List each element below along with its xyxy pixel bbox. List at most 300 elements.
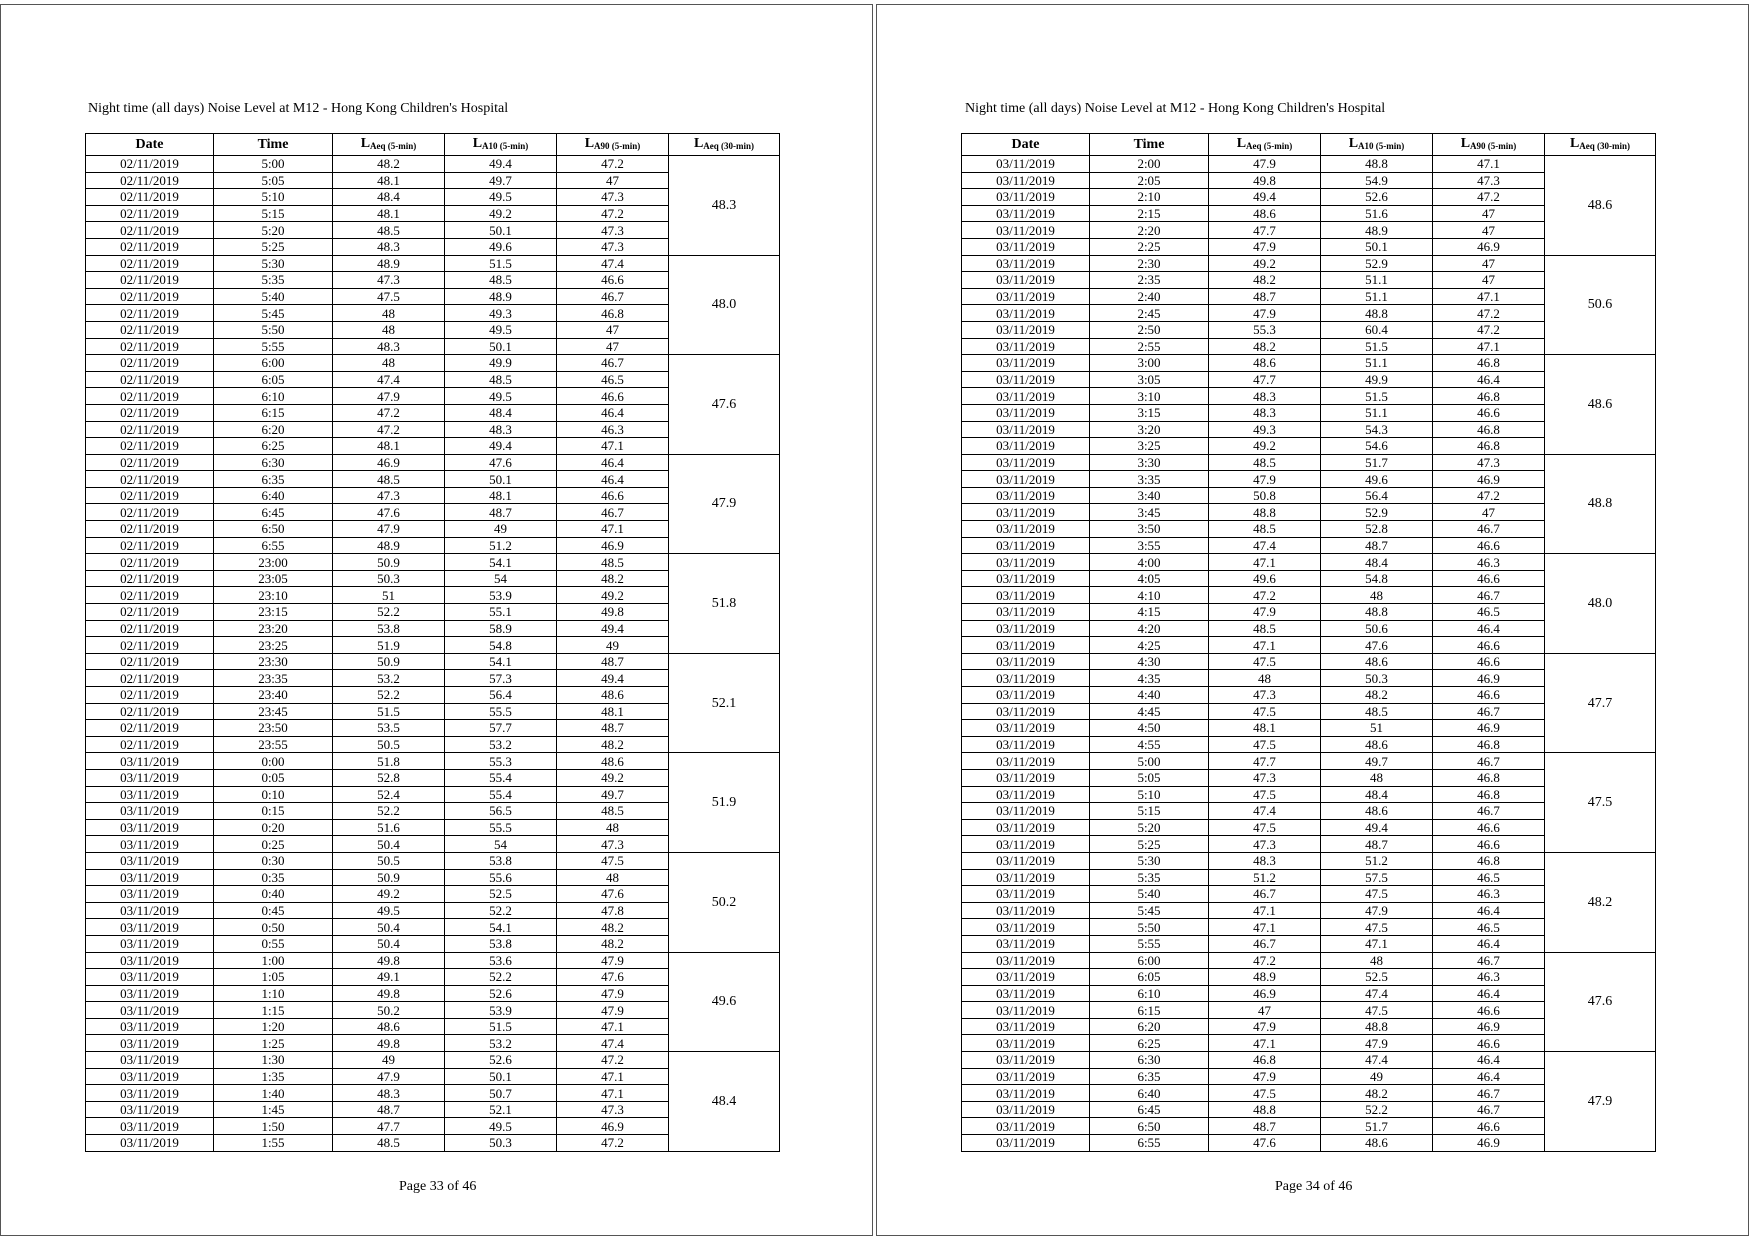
la90-5min-cell: 46.7 bbox=[1433, 952, 1545, 969]
la90-5min-cell: 46.7 bbox=[1433, 1085, 1545, 1102]
la90-5min-cell: 46.6 bbox=[1433, 687, 1545, 704]
time-cell: 3:35 bbox=[1090, 471, 1209, 488]
date-cell: 02/11/2019 bbox=[86, 504, 214, 521]
la10-5min-cell: 50.1 bbox=[1321, 238, 1433, 255]
la90-5min-cell: 48.6 bbox=[557, 753, 669, 770]
la10-5min-cell: 55.4 bbox=[445, 786, 557, 803]
time-cell: 3:15 bbox=[1090, 404, 1209, 421]
time-cell: 5:05 bbox=[214, 172, 333, 189]
la90-5min-cell: 46.9 bbox=[1433, 238, 1545, 255]
la10-5min-cell: 48.4 bbox=[1321, 554, 1433, 571]
la10-5min-cell: 50.1 bbox=[445, 1068, 557, 1085]
laeq-5min-cell: 47.3 bbox=[333, 272, 445, 289]
la10-5min-cell: 56.5 bbox=[445, 803, 557, 820]
time-cell: 1:30 bbox=[214, 1052, 333, 1069]
time-cell: 3:45 bbox=[1090, 504, 1209, 521]
la90-5min-cell: 47.2 bbox=[1433, 321, 1545, 338]
la90-5min-cell: 47 bbox=[1433, 504, 1545, 521]
time-cell: 6:30 bbox=[214, 454, 333, 471]
date-cell: 02/11/2019 bbox=[86, 687, 214, 704]
date-cell: 03/11/2019 bbox=[962, 919, 1090, 936]
la90-5min-cell: 47.1 bbox=[1433, 156, 1545, 173]
la90-5min-cell: 46.9 bbox=[557, 537, 669, 554]
time-cell: 6:20 bbox=[1090, 1018, 1209, 1035]
laeq-5min-cell: 49.8 bbox=[1209, 172, 1321, 189]
la10-5min-cell: 49 bbox=[445, 521, 557, 538]
date-cell: 03/11/2019 bbox=[86, 1035, 214, 1052]
laeq-5min-cell: 47.7 bbox=[1209, 222, 1321, 239]
header-laeq-30min bbox=[1545, 134, 1656, 156]
laeq-30min-cell: 48.4 bbox=[669, 1052, 780, 1152]
table-row bbox=[962, 156, 1656, 173]
time-cell: 1:00 bbox=[214, 952, 333, 969]
laeq-5min-cell: 53.5 bbox=[333, 720, 445, 737]
laeq-5min-cell: 50.4 bbox=[333, 919, 445, 936]
time-cell: 6:50 bbox=[214, 521, 333, 538]
la10-5min-cell: 53.8 bbox=[445, 852, 557, 869]
time-cell: 0:15 bbox=[214, 803, 333, 820]
laeq-5min-cell: 52.2 bbox=[333, 687, 445, 704]
la10-5min-cell: 49.5 bbox=[445, 388, 557, 405]
la90-5min-cell: 46.3 bbox=[557, 421, 669, 438]
la10-5min-cell: 48.6 bbox=[1321, 803, 1433, 820]
date-cell: 02/11/2019 bbox=[86, 604, 214, 621]
date-cell: 02/11/2019 bbox=[86, 670, 214, 687]
laeq-30min-cell: 48.8 bbox=[1545, 454, 1656, 554]
la90-5min-cell: 46.5 bbox=[1433, 604, 1545, 621]
la10-5min-cell: 49.3 bbox=[445, 305, 557, 322]
la10-5min-cell: 55.3 bbox=[445, 753, 557, 770]
la90-5min-cell: 48 bbox=[557, 869, 669, 886]
laeq-5min-cell: 48.5 bbox=[1209, 620, 1321, 637]
la90-5min-cell: 46.8 bbox=[557, 305, 669, 322]
date-cell: 03/11/2019 bbox=[962, 537, 1090, 554]
laeq-5min-cell: 48.6 bbox=[333, 1018, 445, 1035]
date-cell: 03/11/2019 bbox=[962, 255, 1090, 272]
la10-5min-cell: 51.2 bbox=[445, 537, 557, 554]
la90-5min-cell: 47.1 bbox=[557, 521, 669, 538]
la90-5min-cell: 49.4 bbox=[557, 670, 669, 687]
time-cell: 5:00 bbox=[214, 156, 333, 173]
date-cell: 03/11/2019 bbox=[962, 487, 1090, 504]
la10-5min-cell: 49.6 bbox=[1321, 471, 1433, 488]
laeq-5min-cell: 47.5 bbox=[1209, 703, 1321, 720]
la10-5min-cell: 48.6 bbox=[1321, 1135, 1433, 1152]
header-laeq-30min-label: L bbox=[1569, 135, 1580, 151]
date-cell: 03/11/2019 bbox=[962, 703, 1090, 720]
la90-5min-cell: 47.2 bbox=[557, 1135, 669, 1152]
laeq-5min-cell: 47.9 bbox=[333, 521, 445, 538]
date-cell: 03/11/2019 bbox=[962, 355, 1090, 372]
time-cell: 5:05 bbox=[1090, 769, 1209, 786]
la10-5min-cell: 50.7 bbox=[445, 1085, 557, 1102]
time-cell: 0:30 bbox=[214, 852, 333, 869]
la90-5min-cell: 46.4 bbox=[1433, 985, 1545, 1002]
table-header-row bbox=[86, 134, 780, 156]
time-cell: 4:05 bbox=[1090, 570, 1209, 587]
la10-5min-cell: 52.2 bbox=[445, 902, 557, 919]
date-cell: 02/11/2019 bbox=[86, 454, 214, 471]
laeq-5min-cell: 48.5 bbox=[1209, 521, 1321, 538]
la90-5min-cell: 47.3 bbox=[557, 189, 669, 206]
la90-5min-cell: 46.4 bbox=[1433, 371, 1545, 388]
date-cell: 03/11/2019 bbox=[962, 670, 1090, 687]
laeq-5min-cell: 49.8 bbox=[333, 1035, 445, 1052]
time-cell: 5:45 bbox=[1090, 902, 1209, 919]
la90-5min-cell: 47.2 bbox=[1433, 189, 1545, 206]
date-cell: 03/11/2019 bbox=[962, 388, 1090, 405]
date-cell: 03/11/2019 bbox=[962, 1085, 1090, 1102]
table-title: Night time (all days) Noise Level at M12 - Hong Kong Children's Hospital bbox=[965, 101, 1386, 116]
la90-5min-cell: 46.6 bbox=[1433, 836, 1545, 853]
laeq-5min-cell: 50.9 bbox=[333, 554, 445, 571]
laeq-5min-cell: 53.2 bbox=[333, 670, 445, 687]
date-cell: 03/11/2019 bbox=[962, 504, 1090, 521]
la90-5min-cell: 47 bbox=[1433, 255, 1545, 272]
laeq-5min-cell: 51.8 bbox=[333, 753, 445, 770]
header-time-label: Time bbox=[257, 136, 289, 152]
la90-5min-cell: 46.4 bbox=[1433, 935, 1545, 952]
la90-5min-cell: 47.2 bbox=[557, 1052, 669, 1069]
la10-5min-cell: 50.3 bbox=[445, 1135, 557, 1152]
date-cell: 03/11/2019 bbox=[86, 1068, 214, 1085]
time-cell: 1:15 bbox=[214, 1002, 333, 1019]
table-header-row bbox=[962, 134, 1656, 156]
laeq-30min-cell: 48.6 bbox=[1545, 156, 1656, 256]
time-cell: 6:25 bbox=[214, 438, 333, 455]
laeq-5min-cell: 50.9 bbox=[333, 653, 445, 670]
laeq-5min-cell: 49.8 bbox=[333, 985, 445, 1002]
la10-5min-cell: 52.5 bbox=[445, 886, 557, 903]
page-number: Page 33 of 46 bbox=[399, 1179, 477, 1194]
time-cell: 3:00 bbox=[1090, 355, 1209, 372]
la10-5min-cell: 49.9 bbox=[1321, 371, 1433, 388]
laeq-5min-cell: 48.7 bbox=[333, 1101, 445, 1118]
time-cell: 5:40 bbox=[1090, 886, 1209, 903]
la10-5min-cell: 48.8 bbox=[1321, 1018, 1433, 1035]
date-cell: 03/11/2019 bbox=[962, 371, 1090, 388]
laeq-5min-cell: 48.9 bbox=[333, 537, 445, 554]
date-cell: 03/11/2019 bbox=[962, 720, 1090, 737]
la10-5min-cell: 51.2 bbox=[1321, 852, 1433, 869]
laeq-5min-cell: 48.3 bbox=[1209, 852, 1321, 869]
laeq-5min-cell: 47.6 bbox=[333, 504, 445, 521]
la10-5min-cell: 49.7 bbox=[445, 172, 557, 189]
table-row bbox=[86, 255, 780, 272]
laeq-5min-cell: 47.9 bbox=[1209, 156, 1321, 173]
la10-5min-cell: 52.6 bbox=[1321, 189, 1433, 206]
date-cell: 03/11/2019 bbox=[962, 321, 1090, 338]
laeq-5min-cell: 50.8 bbox=[1209, 487, 1321, 504]
header-date bbox=[962, 134, 1090, 156]
time-cell: 23:25 bbox=[214, 637, 333, 654]
time-cell: 5:20 bbox=[214, 222, 333, 239]
laeq-5min-cell: 47.9 bbox=[1209, 1068, 1321, 1085]
la90-5min-cell: 47.1 bbox=[1433, 338, 1545, 355]
time-cell: 3:30 bbox=[1090, 454, 1209, 471]
date-cell: 02/11/2019 bbox=[86, 305, 214, 322]
time-cell: 0:50 bbox=[214, 919, 333, 936]
date-cell: 03/11/2019 bbox=[962, 836, 1090, 853]
laeq-30min-cell: 48.6 bbox=[1545, 355, 1656, 455]
time-cell: 0:20 bbox=[214, 819, 333, 836]
la10-5min-cell: 54 bbox=[445, 570, 557, 587]
laeq-5min-cell: 51.5 bbox=[333, 703, 445, 720]
la90-5min-cell: 46.8 bbox=[1433, 786, 1545, 803]
laeq-5min-cell: 47.1 bbox=[1209, 637, 1321, 654]
la90-5min-cell: 46.5 bbox=[1433, 919, 1545, 936]
la90-5min-cell: 46.6 bbox=[1433, 819, 1545, 836]
laeq-5min-cell: 48 bbox=[333, 305, 445, 322]
laeq-5min-cell: 46.8 bbox=[1209, 1052, 1321, 1069]
time-cell: 3:25 bbox=[1090, 438, 1209, 455]
laeq-5min-cell: 47.9 bbox=[1209, 604, 1321, 621]
header-la90-5min bbox=[1433, 134, 1545, 156]
time-cell: 5:30 bbox=[214, 255, 333, 272]
la90-5min-cell: 48.5 bbox=[557, 803, 669, 820]
laeq-5min-cell: 52.4 bbox=[333, 786, 445, 803]
laeq-5min-cell: 48.3 bbox=[1209, 388, 1321, 405]
la90-5min-cell: 46.8 bbox=[1433, 852, 1545, 869]
la90-5min-cell: 46.4 bbox=[557, 454, 669, 471]
la10-5min-cell: 51.5 bbox=[1321, 338, 1433, 355]
la90-5min-cell: 46.6 bbox=[557, 487, 669, 504]
la10-5min-cell: 54.1 bbox=[445, 653, 557, 670]
laeq-5min-cell: 47.9 bbox=[1209, 305, 1321, 322]
laeq-5min-cell: 49.5 bbox=[333, 902, 445, 919]
time-cell: 1:40 bbox=[214, 1085, 333, 1102]
header-la10-5min-subscript: A10 (5-min) bbox=[482, 140, 529, 151]
date-cell: 03/11/2019 bbox=[962, 471, 1090, 488]
la90-5min-cell: 46.9 bbox=[1433, 670, 1545, 687]
la10-5min-cell: 56.4 bbox=[445, 687, 557, 704]
time-cell: 23:55 bbox=[214, 736, 333, 753]
date-cell: 03/11/2019 bbox=[962, 438, 1090, 455]
la90-5min-cell: 47 bbox=[1433, 205, 1545, 222]
header-la10-5min bbox=[445, 134, 557, 156]
la90-5min-cell: 47.2 bbox=[1433, 487, 1545, 504]
laeq-5min-cell: 52.2 bbox=[333, 803, 445, 820]
la90-5min-cell: 48.2 bbox=[557, 919, 669, 936]
la10-5min-cell: 57.5 bbox=[1321, 869, 1433, 886]
table-row bbox=[86, 454, 780, 471]
la90-5min-cell: 49.8 bbox=[557, 604, 669, 621]
time-cell: 5:35 bbox=[1090, 869, 1209, 886]
la90-5min-cell: 46.9 bbox=[1433, 720, 1545, 737]
la10-5min-cell: 53.2 bbox=[445, 1035, 557, 1052]
la90-5min-cell: 46.9 bbox=[1433, 1135, 1545, 1152]
la10-5min-cell: 52.1 bbox=[445, 1101, 557, 1118]
date-cell: 02/11/2019 bbox=[86, 388, 214, 405]
date-cell: 02/11/2019 bbox=[86, 620, 214, 637]
table-row bbox=[962, 554, 1656, 571]
la90-5min-cell: 46.6 bbox=[1433, 1002, 1545, 1019]
la90-5min-cell: 48 bbox=[557, 819, 669, 836]
la90-5min-cell: 46.7 bbox=[1433, 753, 1545, 770]
table-row bbox=[962, 355, 1656, 372]
date-cell: 02/11/2019 bbox=[86, 438, 214, 455]
laeq-5min-cell: 48.5 bbox=[1209, 454, 1321, 471]
la10-5min-cell: 51.5 bbox=[445, 255, 557, 272]
date-cell: 03/11/2019 bbox=[962, 1101, 1090, 1118]
table-row bbox=[86, 852, 780, 869]
date-cell: 02/11/2019 bbox=[86, 570, 214, 587]
la10-5min-cell: 48.6 bbox=[1321, 736, 1433, 753]
la90-5min-cell: 47.4 bbox=[557, 255, 669, 272]
laeq-5min-cell: 47.5 bbox=[1209, 653, 1321, 670]
date-cell: 03/11/2019 bbox=[962, 454, 1090, 471]
date-cell: 03/11/2019 bbox=[962, 736, 1090, 753]
header-laeq-30min-subscript: Aeq (30-min) bbox=[1579, 140, 1631, 151]
laeq-5min-cell: 48.8 bbox=[1209, 1101, 1321, 1118]
time-cell: 2:05 bbox=[1090, 172, 1209, 189]
time-cell: 5:55 bbox=[1090, 935, 1209, 952]
laeq-30min-cell: 47.5 bbox=[1545, 753, 1656, 853]
time-cell: 6:55 bbox=[214, 537, 333, 554]
date-cell: 03/11/2019 bbox=[86, 1085, 214, 1102]
la90-5min-cell: 46.9 bbox=[557, 1118, 669, 1135]
date-cell: 03/11/2019 bbox=[962, 1035, 1090, 1052]
date-cell: 03/11/2019 bbox=[962, 886, 1090, 903]
time-cell: 23:05 bbox=[214, 570, 333, 587]
time-cell: 6:35 bbox=[1090, 1068, 1209, 1085]
date-cell: 03/11/2019 bbox=[86, 753, 214, 770]
time-cell: 5:50 bbox=[214, 321, 333, 338]
laeq-5min-cell: 47.5 bbox=[1209, 1085, 1321, 1102]
la90-5min-cell: 47 bbox=[557, 321, 669, 338]
date-cell: 03/11/2019 bbox=[962, 653, 1090, 670]
time-cell: 6:00 bbox=[1090, 952, 1209, 969]
date-cell: 03/11/2019 bbox=[86, 852, 214, 869]
la10-5min-cell: 53.2 bbox=[445, 736, 557, 753]
date-cell: 03/11/2019 bbox=[962, 902, 1090, 919]
date-cell: 02/11/2019 bbox=[86, 487, 214, 504]
la10-5min-cell: 48.7 bbox=[1321, 537, 1433, 554]
date-cell: 03/11/2019 bbox=[86, 836, 214, 853]
time-cell: 23:50 bbox=[214, 720, 333, 737]
la10-5min-cell: 47.1 bbox=[1321, 935, 1433, 952]
date-cell: 02/11/2019 bbox=[86, 321, 214, 338]
la90-5min-cell: 47.4 bbox=[557, 1035, 669, 1052]
date-cell: 02/11/2019 bbox=[86, 421, 214, 438]
date-cell: 02/11/2019 bbox=[86, 205, 214, 222]
la90-5min-cell: 46.7 bbox=[1433, 1101, 1545, 1118]
laeq-5min-cell: 51.9 bbox=[333, 637, 445, 654]
la90-5min-cell: 46.8 bbox=[1433, 769, 1545, 786]
time-cell: 0:25 bbox=[214, 836, 333, 853]
laeq-5min-cell: 46.7 bbox=[1209, 886, 1321, 903]
date-cell: 02/11/2019 bbox=[86, 355, 214, 372]
la10-5min-cell: 48.4 bbox=[445, 404, 557, 421]
time-cell: 3:55 bbox=[1090, 537, 1209, 554]
la90-5min-cell: 46.6 bbox=[1433, 570, 1545, 587]
la10-5min-cell: 48.6 bbox=[1321, 653, 1433, 670]
time-cell: 23:35 bbox=[214, 670, 333, 687]
la10-5min-cell: 54.6 bbox=[1321, 438, 1433, 455]
la10-5min-cell: 51.1 bbox=[1321, 404, 1433, 421]
time-cell: 6:40 bbox=[1090, 1085, 1209, 1102]
la10-5min-cell: 54.1 bbox=[445, 554, 557, 571]
laeq-5min-cell: 47.7 bbox=[1209, 753, 1321, 770]
la10-5min-cell: 52.9 bbox=[1321, 504, 1433, 521]
date-cell: 03/11/2019 bbox=[962, 869, 1090, 886]
laeq-5min-cell: 47.4 bbox=[333, 371, 445, 388]
table-row bbox=[86, 156, 780, 173]
la90-5min-cell: 46.7 bbox=[1433, 521, 1545, 538]
la10-5min-cell: 54.8 bbox=[1321, 570, 1433, 587]
date-cell: 03/11/2019 bbox=[962, 1052, 1090, 1069]
date-cell: 03/11/2019 bbox=[962, 769, 1090, 786]
la10-5min-cell: 47.4 bbox=[1321, 985, 1433, 1002]
date-cell: 02/11/2019 bbox=[86, 703, 214, 720]
time-cell: 6:45 bbox=[1090, 1101, 1209, 1118]
laeq-5min-cell: 47.9 bbox=[333, 388, 445, 405]
la10-5min-cell: 52.6 bbox=[445, 1052, 557, 1069]
time-cell: 4:10 bbox=[1090, 587, 1209, 604]
laeq-30min-cell: 47.9 bbox=[1545, 1052, 1656, 1152]
laeq-5min-cell: 48 bbox=[333, 355, 445, 372]
time-cell: 0:40 bbox=[214, 886, 333, 903]
time-cell: 4:30 bbox=[1090, 653, 1209, 670]
laeq-5min-cell: 49.3 bbox=[1209, 421, 1321, 438]
time-cell: 2:15 bbox=[1090, 205, 1209, 222]
time-cell: 2:20 bbox=[1090, 222, 1209, 239]
time-cell: 5:10 bbox=[214, 189, 333, 206]
la10-5min-cell: 48.1 bbox=[445, 487, 557, 504]
time-cell: 6:05 bbox=[1090, 969, 1209, 986]
la10-5min-cell: 53.8 bbox=[445, 935, 557, 952]
la10-5min-cell: 47.6 bbox=[1321, 637, 1433, 654]
la90-5min-cell: 46.5 bbox=[557, 371, 669, 388]
header-laeq-5min-subscript: Aeq (5-min) bbox=[370, 140, 417, 151]
la10-5min-cell: 60.4 bbox=[1321, 321, 1433, 338]
la10-5min-cell: 51 bbox=[1321, 720, 1433, 737]
laeq-30min-cell: 52.1 bbox=[669, 653, 780, 753]
laeq-5min-cell: 47.5 bbox=[333, 288, 445, 305]
table-row bbox=[962, 653, 1656, 670]
time-cell: 1:10 bbox=[214, 985, 333, 1002]
table-row bbox=[86, 653, 780, 670]
la10-5min-cell: 56.4 bbox=[1321, 487, 1433, 504]
time-cell: 4:45 bbox=[1090, 703, 1209, 720]
la90-5min-cell: 46.8 bbox=[1433, 421, 1545, 438]
laeq-5min-cell: 48.6 bbox=[1209, 205, 1321, 222]
la10-5min-cell: 49.6 bbox=[445, 238, 557, 255]
la90-5min-cell: 46.3 bbox=[1433, 554, 1545, 571]
table-row bbox=[86, 355, 780, 372]
la90-5min-cell: 47.6 bbox=[557, 886, 669, 903]
header-la10-5min-label: L bbox=[1348, 135, 1359, 151]
laeq-30min-cell: 51.8 bbox=[669, 554, 780, 654]
la90-5min-cell: 46.6 bbox=[557, 272, 669, 289]
la10-5min-cell: 54.9 bbox=[1321, 172, 1433, 189]
la10-5min-cell: 51.7 bbox=[1321, 454, 1433, 471]
laeq-5min-cell: 49.4 bbox=[1209, 189, 1321, 206]
la90-5min-cell: 49.4 bbox=[557, 620, 669, 637]
date-cell: 02/11/2019 bbox=[86, 554, 214, 571]
date-cell: 03/11/2019 bbox=[962, 554, 1090, 571]
la10-5min-cell: 48.3 bbox=[445, 421, 557, 438]
laeq-5min-cell: 50.5 bbox=[333, 852, 445, 869]
date-cell: 02/11/2019 bbox=[86, 404, 214, 421]
la10-5min-cell: 51.6 bbox=[1321, 205, 1433, 222]
document-page-33 bbox=[0, 4, 873, 1236]
la10-5min-cell: 49.9 bbox=[445, 355, 557, 372]
laeq-5min-cell: 48.3 bbox=[333, 238, 445, 255]
header-la90-5min-label: L bbox=[1460, 135, 1471, 151]
la10-5min-cell: 48.8 bbox=[1321, 156, 1433, 173]
header-date-label: Date bbox=[135, 136, 164, 152]
